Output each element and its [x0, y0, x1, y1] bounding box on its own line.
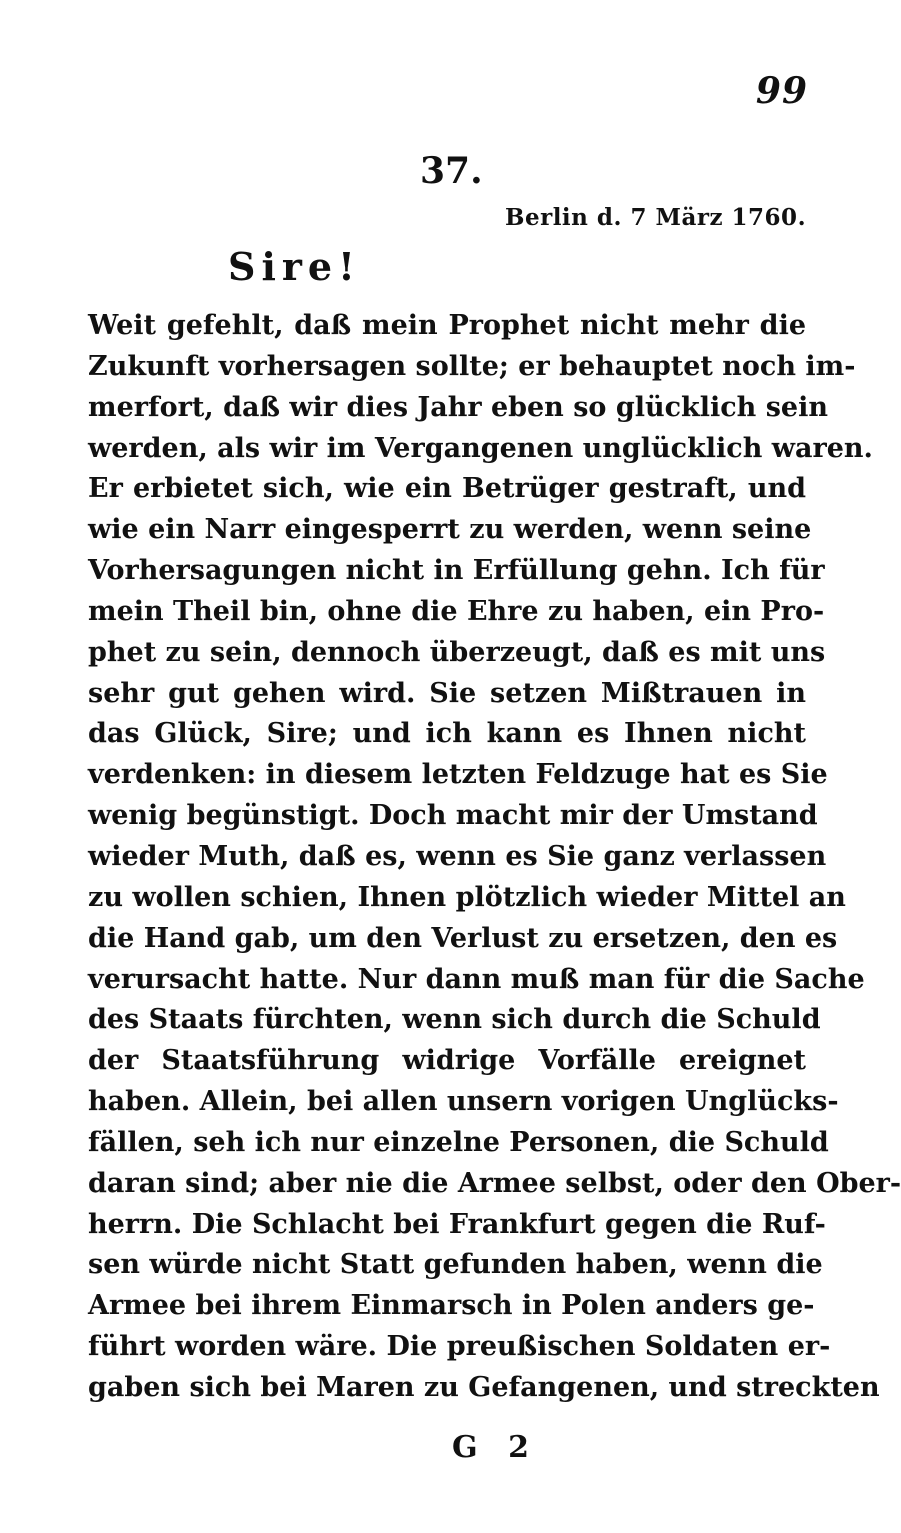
letter-body [88, 306, 901, 1409]
text-line: herrn. Die Schlacht bei Frankfurt gegen die Ruf- [88, 1208, 826, 1240]
text-line: das Glück, Sire; und ich kann es Ihnen nicht [88, 718, 806, 750]
text-line: wie ein Narr eingesperrt zu werden, wenn seine [88, 514, 812, 546]
text-line: werden, als wir im Vergangenen unglücklich waren. [88, 432, 873, 464]
text-line: die Hand gab, um den Verlust zu ersetzen, den es [88, 922, 838, 954]
text-line: daran sind; aber nie die Armee selbst, oder den Ober- [88, 1167, 901, 1199]
text-line: sehr gut gehen wird. Sie setzen Mißtrauen in [88, 677, 806, 709]
text-line: Er erbietet sich, wie ein Betrüger gestraft, und [88, 473, 806, 505]
text-line: führt worden wäre. Die preußischen Soldaten er- [88, 1331, 831, 1363]
salutation: Sire! [228, 244, 361, 289]
text-line: sen würde nicht Statt gefunden haben, wenn die [88, 1249, 823, 1281]
text-line: merfort, daß wir dies Jahr eben so glücklich sein [88, 391, 828, 423]
text-line: fällen, seh ich nur einzelne Personen, die Schuld [88, 1126, 829, 1158]
text-line: wenig begünstigt. Doch macht mir der Umstand [88, 800, 818, 832]
text-line: Vorhersagungen nicht in Erfüllung gehn. Ich für [88, 555, 825, 587]
text-line: Zukunft vorhersagen sollte; er behauptet noch im- [88, 350, 856, 382]
text-line: phet zu sein, dennoch überzeugt, daß es mit uns [88, 636, 826, 668]
text-line: haben. Allein, bei allen unsern vorigen Unglücks- [88, 1086, 839, 1118]
text-line: zu wollen schien, Ihnen plötzlich wieder Mittel an [88, 881, 846, 913]
text-line: des Staats fürchten, wenn sich durch die Schuld [88, 1004, 821, 1036]
place-date-line: Berlin d. 7 März 1760. [505, 204, 807, 231]
letter-number: 37. [420, 150, 483, 192]
text-line: verdenken: in diesem letzten Feldzuge hat es Sie [88, 759, 828, 791]
text-line: mein Theil bin, ohne die Ehre zu haben, ein Pro- [88, 595, 825, 627]
text-line: Weit gefehlt, daß mein Prophet nicht mehr die [88, 310, 806, 341]
text-line: verursacht hatte. Nur dann muß man für die Sache [88, 963, 865, 995]
text-line: der Staatsführung widrige Vorfälle ereignet [88, 1045, 806, 1077]
text-line: gaben sich bei Maren zu Gefangenen, und streckten [88, 1371, 880, 1403]
signature-mark: G 2 [452, 1430, 539, 1465]
text-line: Armee bei ihrem Einmarsch in Polen anders ge- [88, 1290, 815, 1322]
page-number: 99 [755, 70, 808, 112]
text-line: wieder Muth, daß es, wenn es Sie ganz verlassen [88, 840, 827, 872]
